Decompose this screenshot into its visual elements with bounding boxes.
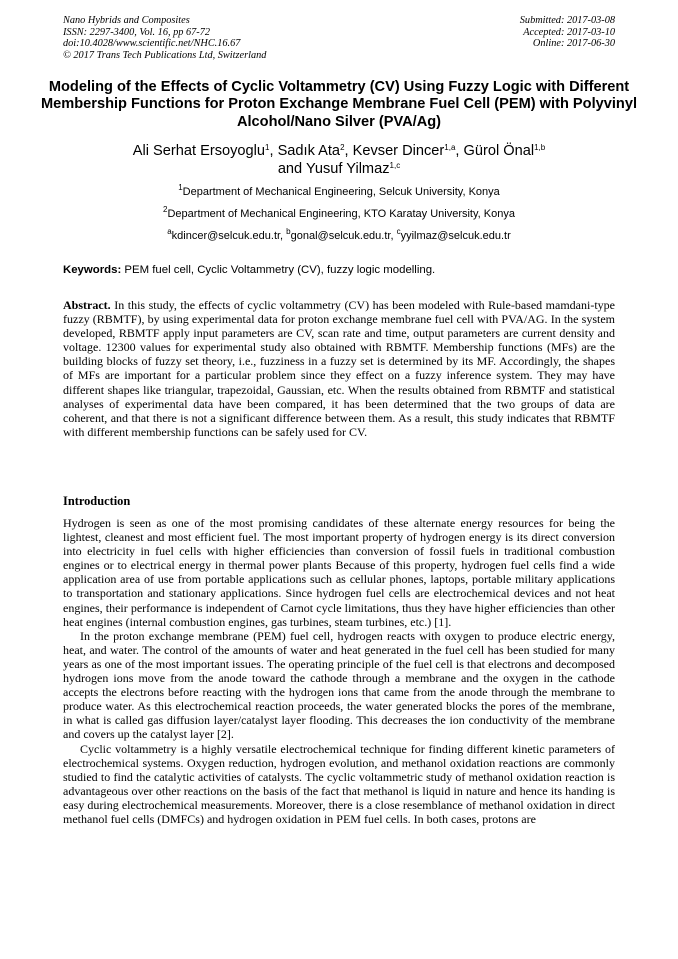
issn-line: ISSN: 2297-3400, Vol. 16, pp 67-72 [63,26,211,38]
author-sup: 1,a [444,143,456,152]
author-sup: 2 [340,143,345,152]
paragraph: In the proton exchange membrane (PEM) fuel cell, hydrogen reacts with oxygen to produce electric energy, heat, and water. The control of the amounts of water and heat generated in the fuel cell has been studied for many years as one of the most important issues. The operating principle of the fuel cell is that electrons and decomposed hydrogen ions move from the anode toward the cathode through a membrane and the oxygen in the cathode accepts the electrons before reacting with the hydrogen ions that came from the anode through the membrane to produce water. As this electrochemical reaction proceeds, the water generated blocks the pores of the membrane, in what is called gas diffusion layer/catalyst layer flooding. This decreases the ion conductivity of the membrane and covers up the catalyst layer [2]. [63,628,615,742]
doi-line: doi:10.4028/www.scientific.net/NHC.16.67 [63,38,241,50]
introduction-body [63,516,615,826]
author-name: Sadık Ata [277,143,341,159]
section-heading-introduction: Introduction [63,494,131,508]
author-name: Gürol Önal [463,143,535,159]
affiliation-2: $^2$Department of Mechanical Engineering, KTO Karatay University, Konya [163,205,515,220]
header-right [520,15,615,50]
keywords-label: Keywords: [63,264,122,276]
accepted-date: Accepted: 2017-03-10 [523,26,615,38]
email-link[interactable]: gonal@selcuk.edu.tr, [290,230,397,242]
email-link[interactable]: kdincer@selcuk.edu.tr, [171,230,287,242]
keywords-text: PEM fuel cell, Cyclic Voltammetry (CV), fuzzy logic modelling. [121,264,436,276]
author-list: Ali Serhat Ersoyoglu$^1$, Sadık Ata$^2$, Kevser Dincer$^{1,a}$, Gürol Önal$^{1,b}$ and Yusuf Yilmaz$^{1,c}$ [132,143,546,177]
author-name: Kevser Dincer [352,143,445,159]
author-sup: 1,b [534,143,546,152]
submitted-date: Submitted: 2017-03-08 [519,15,615,26]
abstract-label: Abstract. [63,298,111,312]
header-left [63,15,266,61]
copyright-line: © 2017 Trans Tech Publications Ltd, Switzerland [63,49,267,61]
author-sup: 1 [265,143,270,152]
abstract-text: In this study, the effects of cyclic voltammetry (CV) has been modeled with Rule-based mamdani-type fuzzy (RBMTF), by using experimental data for proton exchange membrane fuel cell with PVA/AG. In the system developed, RBMTF apply input parameters are CV, scan rate and time, output parameters are current density and voltage. 12300 values for experimental study also obtained with RBMTF. Membership functions (MFs) are the building blocks of fuzzy set theory, i.e., fuzziness in a fuzzy set is determined by its MF. Accordingly, the shapes of MFs are important for a particular problem since they effect on a fuzzy inference system. They may have different shapes like triangular, trapezoidal, Gaussian, etc. When the results obtained from RBMTF and statistical analyses of experimental data have been compared, it has been determined that the two groups of data are coherent, and that there is not a significant difference between them. As a result, this study indicates that RBMTF with different membership functions can be safely used for CV. [63,298,615,439]
author-emails: $^a$kdincer@selcuk.edu.tr, $^b$gonal@selcuk.edu.tr, $^c$yyilmaz@selcuk.edu.tr [167,227,511,242]
author-name: and Yusuf Yilmaz [277,161,390,177]
keywords [63,263,615,277]
paper-title: Modeling of the Effects of Cyclic Voltammetry (CV) Using Fuzzy Logic with Different Membership Functions for Proton Exchange Membrane Fuel Cell (PEM) with Polyvinyl Alcohol/Nano Silver (PVA/Ag) [41,79,637,130]
author-sup: 1,c [389,161,401,170]
journal-name: Nano Hybrids and Composites [63,15,190,26]
affiliation-1: $^1$Department of Mechanical Engineering, Selcuk University, Konya [178,183,500,198]
paragraph: Hydrogen is seen as one of the most promising candidates of these alternate energy resources for being the lightest, cleanest and most efficient fuel. The most important property of hydrogen energy is its direct conversion into electricity in fuel cells with higher efficiencies than conversion of fossil fuels in traditional combustion engines or to electrical energy in thermal power plants Because of this property, hydrogen fuel cells find a wide application area of use from portable applications such as cellular phones, laptops, portable military applications to transportation and stationary applications. Since hydrogen fuel cells are electrochemical devices and not heat engines, their performance is independent of Carnot cycle limitations, thus they have higher efficiencies than other heat engines (internal combustion engines, gas turbines, steam turbines, etc.) [1]. [63,516,615,629]
paragraph: Cyclic voltammetry is a highly versatile electrochemical technique for finding different kinetic parameters of electrochemical systems. Oxygen reduction, hydrogen evolution, and methanol oxidation reactions are commonly studied to find the catalytic activities of catalysts. The cyclic voltammetric study of methanol oxidation reaction is advantageous over other reactions on the basis of the fact that methanol is liquid in nature and hence its handing is easy during electrochemical measurements. Moreover, there is a close resemblance of methanol oxidation in direct methanol fuel cells (DMFCs) and hydrogen oxidation in PEM fuel cells. In both cases, protons are [63,741,615,826]
email-link[interactable]: yyilmaz@selcuk.edu.tr [400,230,511,242]
online-date: Online: 2017-06-30 [532,38,615,50]
abstract [63,298,615,439]
author-name: Ali Serhat Ersoyoglu [132,143,266,159]
